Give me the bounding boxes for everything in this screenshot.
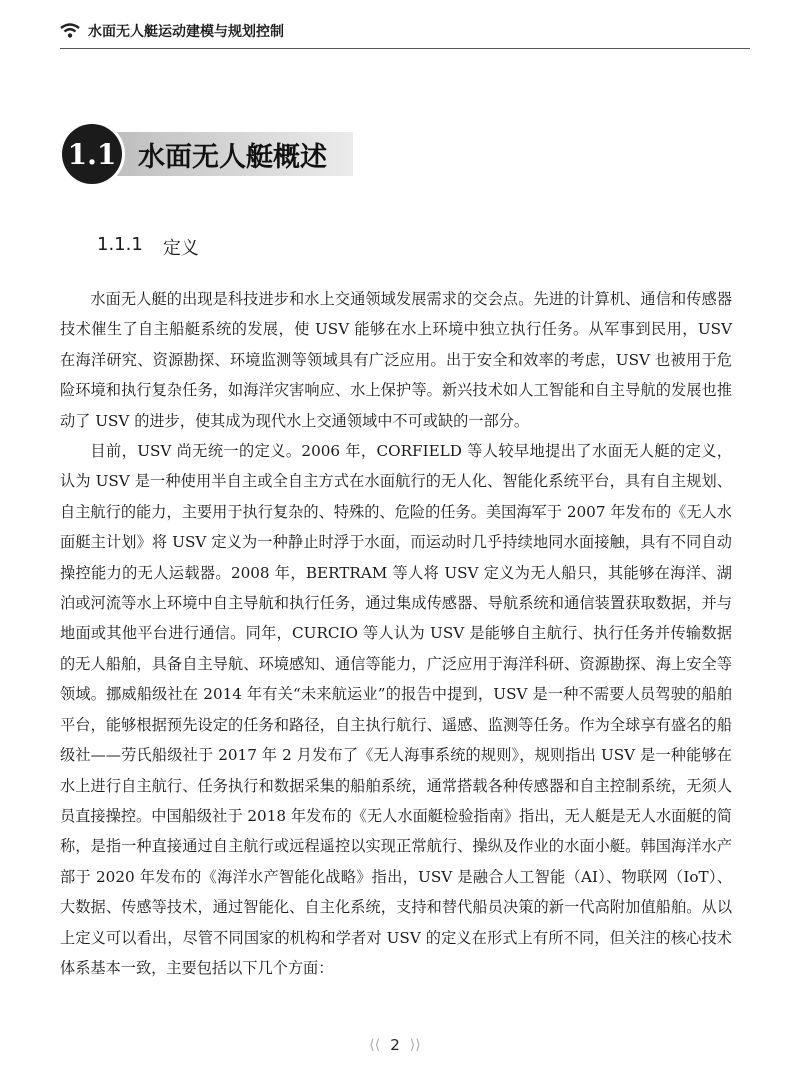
footer-ornament-left: ⟨⟨ xyxy=(369,1037,381,1053)
running-header xyxy=(60,14,750,49)
book-title: 水面无人艇运动建模与规划控制 xyxy=(88,24,284,40)
page-number: 2 xyxy=(390,1036,400,1054)
paragraph: 水面无人艇的出现是科技进步和水上交通领域发展需求的交会点。先进的计算机、通信和传感器技术催生了自主船艇系统的发展，使 USV 能够在水上环境中独立执行任务。从军事到民用，USV 在海洋研究、资源勘探、环境监测等领域具有广泛应用。出于安全和效率的考虑，USV 也被用于危险环境和执行复杂任务，如海洋灾害响应、水上保护等。新兴技术如人工智能和自主导航的发展也推动了 USV 的进步，使其成为现代水上交通领域中不可或缺的一部分。 xyxy=(60,290,732,430)
page-footer xyxy=(0,1036,790,1054)
section-number: 1.1.1 xyxy=(97,234,143,255)
section-title: 定义 xyxy=(162,238,199,259)
chapter-heading xyxy=(62,124,353,184)
paragraph: 目前，USV 尚无统一的定义。2006 年，CORFIELD 等人较早地提出了水面无人艇的定义，认为 USV 是一种使用半自主或全自主方式在水面航行的无人化、智能化系统平台，具有自主规划、自主航行的能力，主要用于执行复杂的、特殊的、危险的任务。美国海军于 2007 年发布的《无人水面艇主计划》将 USV 定义为一种静止时浮于水面，而运动时几乎持续地同水面接触，具有不同自动操控能力的无人运载器。2008 年，BERTRAM 等人将 USV 定义为无人船只，其能够在海洋、湖泊或河流等水上环境中自主导航和执行任务，通过集成传感器、导航系统和通信装置获取数据，并与地面或其他平台进行通信。同年，CURCIO 等人认为 USV 是能够自主航行、执行任务并传输数据的无人船舶，具备自主导航、环境感知、通信等能力，广泛应用于海洋科研、资源勘探、海上安全等领域。挪威船级社在 2014 年有关“未来航运业”的报告中提到，USV 是一种不需要人员驾驶的船舶平台，能够根据预先设定的任务和路径，自主执行航行、遥感、监测等任务。作为全球享有盛名的船级社——劳氏船级社于 2017 年 2 月发布了《无人海事系统的规则》，规则指出 USV 是一种能够在水上进行自主航行、任务执行和数据采集的船舶系统，通常搭载各种传感器和自主控制系统，无须人员直接操控。中国船级社于 2018 年发布的《无人水面艇检验指南》指出，无人艇是无人水面艇的简称，是指一种直接通过自主航行或远程遥控以实现正常航行、操纵及作业的水面小艇。韩国海洋水产部于 2020 年发布的《海洋水产智能化战略》指出，USV 是融合人工智能（AI）、物联网（IoT）、大数据、传感等技术，通过智能化、自主化系统，支持和替代船员决策的新一代高附加值船舶。从以上定义可以看出，尽管不同国家的机构和学者对 USV 的定义在形式上有所不同，但关注的核心技术体系基本一致，主要包括以下几个方面： xyxy=(60,442,732,977)
section-heading xyxy=(97,234,199,260)
chapter-number: 1.1 xyxy=(62,124,122,184)
wifi-icon xyxy=(60,23,80,39)
chapter-title: 水面无人艇概述 xyxy=(108,132,353,176)
footer-ornament-right: ⟩⟩ xyxy=(409,1037,421,1053)
body-text xyxy=(60,284,732,983)
